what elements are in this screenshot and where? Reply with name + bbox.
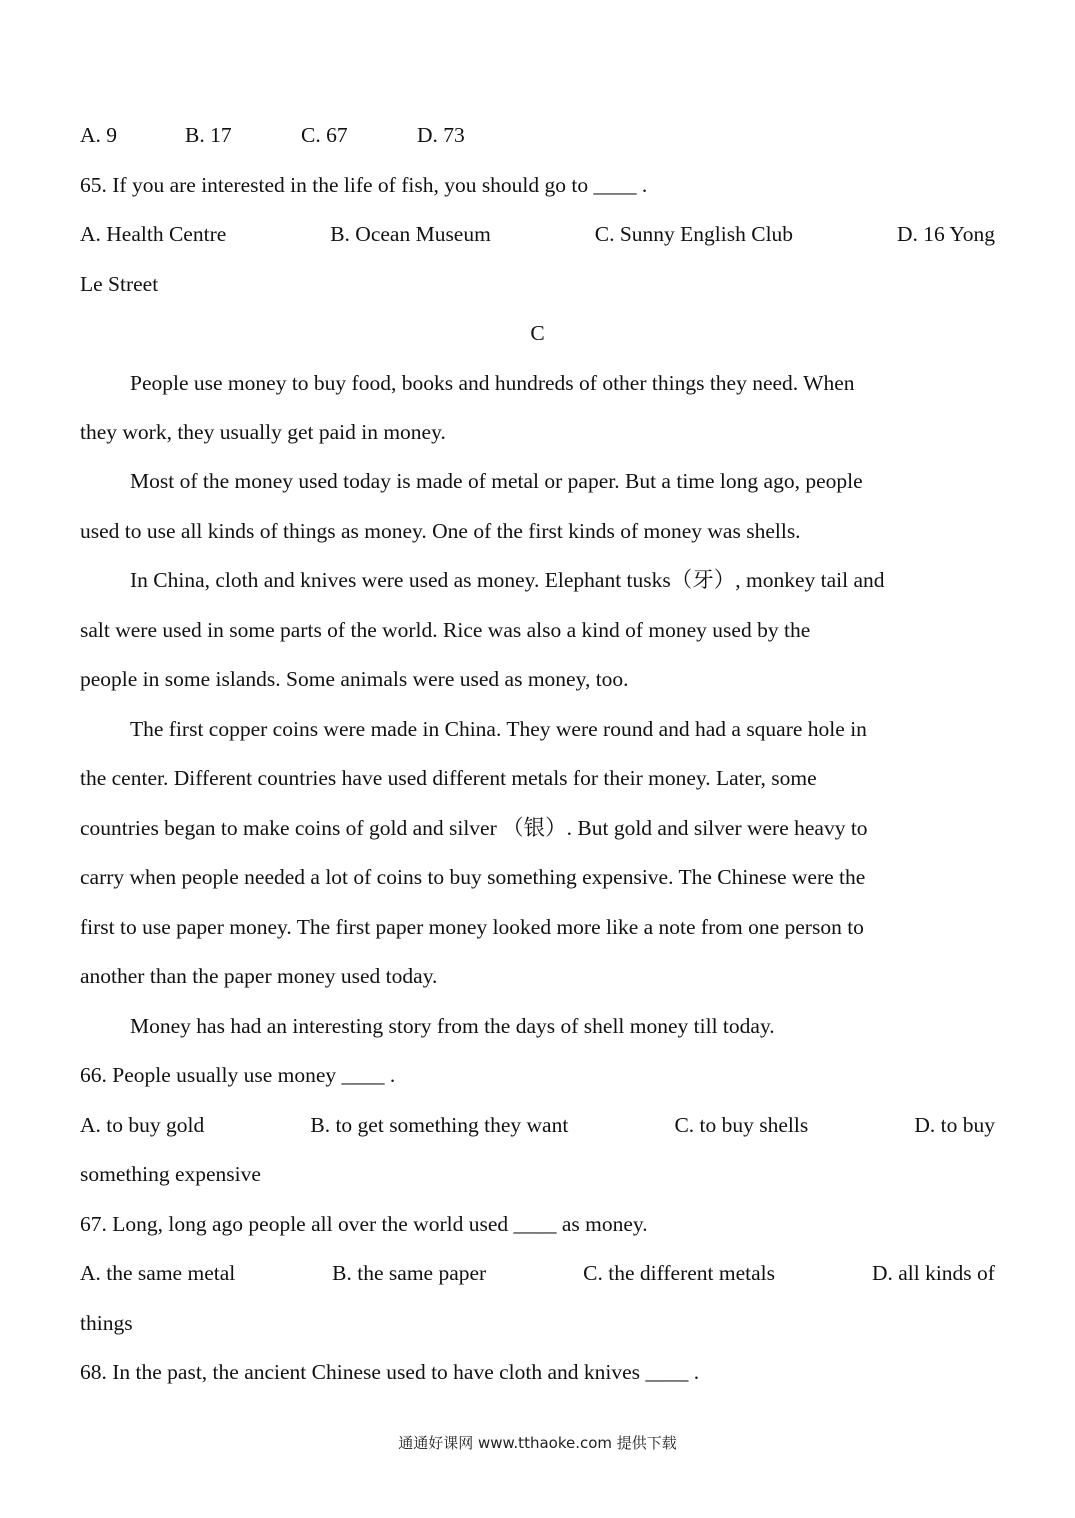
passage-line: another than the paper money used today. (80, 964, 438, 988)
q66-option-d-wrap: something expensive (80, 1162, 261, 1186)
q65-option-b: B. Ocean Museum (330, 222, 491, 246)
q66-stem: 66. People usually use money ____ . (80, 1063, 396, 1087)
q66-options (80, 1110, 995, 1140)
passage-line: salt were used in some parts of the world. Rice was also a kind of money used by the (80, 618, 811, 642)
q67-option-b: B. the same paper (332, 1261, 487, 1285)
q64-option-d: D. 73 (417, 123, 465, 147)
passage-line: they work, they usually get paid in money. (80, 420, 446, 444)
passage-line: countries began to make coins of gold and silver （银）. But gold and silver were heavy to (80, 816, 868, 840)
q67-option-a: A. the same metal (80, 1261, 236, 1285)
section-label: C (530, 321, 545, 345)
passage-line: people in some islands. Some animals were used as money, too. (80, 667, 629, 691)
page-footer: 通通好课网 www.tthaoke.com 提供下载 (398, 1434, 677, 1452)
passage-line: The first copper coins were made in China. They were round and had a square hole in (130, 717, 867, 741)
q64-option-a: A. 9 (80, 123, 118, 147)
q66-option-b: B. to get something they want (310, 1113, 569, 1137)
passage-line: In China, cloth and knives were used as money. Elephant tusks（牙）, monkey tail and (130, 568, 885, 592)
passage-line: People use money to buy food, books and hundreds of other things they need. When (130, 371, 855, 395)
q65-option-a: A. Health Centre (80, 222, 227, 246)
q67-stem: 67. Long, long ago people all over the world used ____ as money. (80, 1212, 648, 1236)
q67-option-c: C. the different metals (583, 1261, 775, 1285)
q66-option-d: D. to buy (914, 1113, 995, 1137)
q65-option-c: C. Sunny English Club (594, 222, 794, 246)
passage-line: the center. Different countries have used different metals for their money. Later, some (80, 766, 817, 790)
q67-option-d-wrap: things (80, 1311, 133, 1335)
passage-line: Most of the money used today is made of metal or paper. But a time long ago, people (130, 469, 863, 493)
passage-line: carry when people needed a lot of coins to buy something expensive. The Chinese were the (80, 865, 866, 889)
q68-stem: 68. In the past, the ancient Chinese used to have cloth and knives ____ . (80, 1360, 700, 1384)
q65-options (80, 219, 995, 249)
q66-option-c: C. to buy shells (674, 1113, 809, 1137)
passage-line: Money has had an interesting story from the days of shell money till today. (130, 1014, 775, 1038)
q64-options (80, 120, 995, 150)
q67-options (80, 1258, 995, 1288)
q64-option-b: B. 17 (185, 123, 232, 147)
q64-option-c: C. 67 (301, 123, 348, 147)
q67-option-d: D. all kinds of (871, 1261, 995, 1285)
q65-option-d: D. 16 Yong (896, 222, 995, 246)
q65-stem: 65. If you are interested in the life of fish, you should go to ____ . (80, 173, 648, 197)
passage-line: first to use paper money. The first paper money looked more like a note from one person to (80, 915, 864, 939)
q65-option-d-wrap: Le Street (80, 272, 159, 296)
q66-option-a: A. to buy gold (80, 1113, 205, 1137)
passage-line: used to use all kinds of things as money. One of the first kinds of money was shells. (80, 519, 801, 543)
